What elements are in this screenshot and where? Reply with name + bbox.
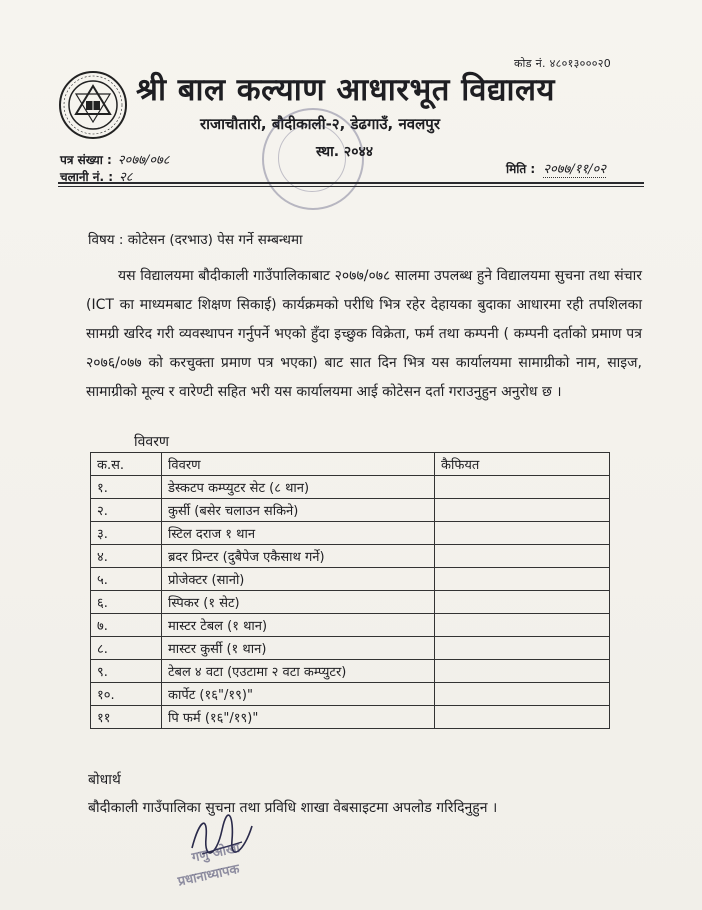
row-description: कार्पेट (१६"/१९)" (162, 683, 435, 706)
table-row (91, 660, 610, 683)
row-description: मास्टर टेबल (१ थान) (162, 614, 435, 637)
row-serial: ६. (91, 591, 162, 614)
school-logo-icon (58, 70, 128, 140)
header-divider-thin (58, 186, 644, 187)
row-description: प्रोजेक्टर (सानो) (162, 568, 435, 591)
table-row (91, 499, 610, 522)
row-serial: ९. (91, 660, 162, 683)
header-remarks: कैफियत (435, 453, 610, 476)
row-description: टेबल ४ वटा (एउटामा २ वटा कम्प्युटर) (162, 660, 435, 683)
table-row (91, 637, 610, 660)
row-serial: ३. (91, 522, 162, 545)
signatory-title: प्रधानाध्यापक (176, 861, 241, 890)
row-description: पि फर्म (१६"/१९)" (162, 706, 435, 729)
row-remarks (435, 545, 610, 568)
table-row (91, 591, 610, 614)
table-row (91, 476, 610, 499)
table-row (91, 614, 610, 637)
date-label: मिति : (506, 162, 536, 176)
letter-body: यस विद्यालयमा बौदीकाली गाउँपालिकाबाट २०७७/०७८ सालमा उपलब्ध हुने विद्यालयमा सुचना तथा संचार (ICT का माध्यमबाट शिक्षण सिकाई) कार्यक्रमको परीधि भित्र रहेर देहायका बुदाका आधारमा रही तपशिलका सामग्री खरिद गरी व्यवस्थापन गर्नुपर्ने भएको हुँदा इच्छुक विक्रेता, फर्म तथा कम्पनी ( कम्पनी दर्ताको प्रमाण पत्र २०७६/०७७ को करचुक्ता प्रमाण पत्र भएका) बाट सात दिन भित्र यस कार्यालयमा सामाग्रीको नाम, साइज, सामाग्रीको मूल्य र वारेण्टी सहित भरी यस कार्यालयमा आई कोटेसन दर्ता गराउनुहुन अनुरोध छ । (86, 268, 642, 400)
letter-subject: विषय : कोटेसन (दरभाउ) पेस गर्ने सम्बन्धमा (88, 232, 303, 248)
table-row (91, 706, 610, 729)
letter-number (60, 150, 170, 168)
school-name: श्री बाल कल्याण आधारभूत विद्यालय (136, 72, 556, 108)
row-remarks (435, 683, 610, 706)
row-serial: ११ (91, 706, 162, 729)
row-description: मास्टर कुर्सी (१ थान) (162, 637, 435, 660)
row-description: स्टिल दराज १ थान (162, 522, 435, 545)
table-row (91, 522, 610, 545)
row-remarks (435, 637, 610, 660)
table-row (91, 683, 610, 706)
letter-number-label: पत्र संख्या : (60, 153, 112, 167)
row-description: ब्रदर प्रिन्टर (दुबैपेज एकैसाथ गर्ने) (162, 545, 435, 568)
row-remarks (435, 706, 610, 729)
row-description: डेस्कटप कम्प्युटर सेट (८ थान) (162, 476, 435, 499)
date-value: २०७७/११/०२ (543, 162, 607, 177)
cc-label: बोधार्थ (88, 772, 121, 788)
row-remarks (435, 591, 610, 614)
row-serial: ७. (91, 614, 162, 637)
row-remarks (435, 568, 610, 591)
row-remarks (435, 476, 610, 499)
signatory-name: गणु ओखा (190, 840, 242, 866)
row-remarks (435, 660, 610, 683)
row-remarks (435, 614, 610, 637)
letter-date (506, 159, 606, 177)
established-year: स्था. २०४४ (316, 144, 374, 160)
table-row (91, 545, 610, 568)
school-address: राजाचौतारी, बौदीकाली-२, डेढगाउँ, नवलपुर (200, 115, 440, 133)
code-number: कोड नं. ४८०१३०००२0 (514, 57, 612, 70)
details-label: विवरण (134, 434, 170, 450)
table-row (91, 568, 610, 591)
row-serial: ५. (91, 568, 162, 591)
row-remarks (435, 499, 610, 522)
table-header-row (91, 453, 610, 476)
row-remarks (435, 522, 610, 545)
row-serial: १०. (91, 683, 162, 706)
dispatch-number-label: चलानी नं. : (60, 170, 114, 184)
letter-number-value: २०७७/०७८ (117, 153, 170, 168)
row-serial: ४. (91, 545, 162, 568)
items-table (90, 452, 610, 729)
row-description: कुर्सी (बसेर चलाउन सकिने) (162, 499, 435, 522)
row-serial: ८. (91, 637, 162, 660)
cc-text: बौदीकाली गाउँपालिका सुचना तथा प्रविधि शाखा वेबसाइटमा अपलोड गरिदिनुहुन । (88, 800, 498, 816)
row-description: स्पिकर (१ सेट) (162, 591, 435, 614)
row-serial: २. (91, 499, 162, 522)
header-divider (58, 182, 644, 184)
row-serial: १. (91, 476, 162, 499)
header-serial: क.स. (91, 453, 162, 476)
dispatch-number-value: २८ (119, 170, 133, 185)
header-description: विवरण (162, 453, 435, 476)
